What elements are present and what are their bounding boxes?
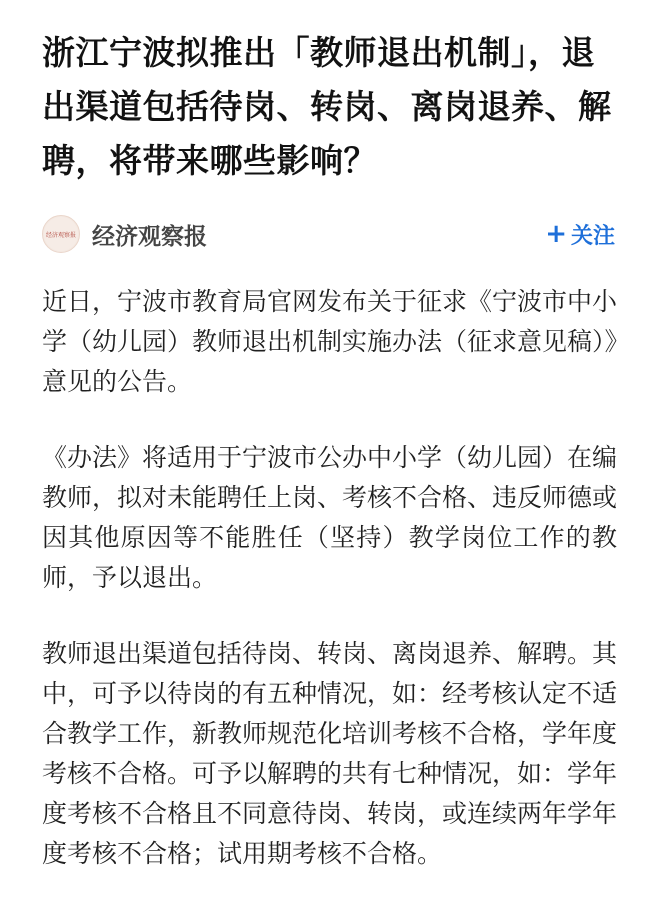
svg-text:经济观察报: 经济观察报 (45, 232, 77, 239)
paragraph: 《办法》将适用于宁波市公办中小学（幼儿园）在编教师，拟对未能聘任上岗、考核不合格、违反师德或因其他原因等不能胜任（坚持）教学岗位工作的教师，予以退出。 (42, 443, 618, 592)
author-row (42, 214, 617, 254)
author-name[interactable]: 经济观察报 (92, 223, 207, 250)
follow-button[interactable] (543, 215, 617, 254)
publisher-logo-icon (44, 217, 78, 251)
article-title: 浙江宁波拟推出「教师退出机制」，退出渠道包括待岗、转岗、离岗退养、解聘，将带来哪些影响？ (42, 33, 612, 180)
follow-label: 关注 (570, 223, 615, 249)
article-body (42, 282, 617, 874)
plus-icon: + (545, 219, 567, 249)
paragraph: 近日，宁波市教育局官网发布关于征求《宁波市中小学（幼儿园）教师退出机制实施办法（征求意见稿）》意见的公告。 (42, 287, 618, 396)
paragraph: 教师退出渠道包括待岗、转岗、离岗退养、解聘。其中，可予以待岗的有五种情况，如：经考核认定不适合教学工作，新教师规范化培训考核不合格，学年度考核不合格。可予以解聘的共有七种情况，如：学年度考核不合格且不同意待岗、转岗，或连续两年学年度考核不合格；试用期考核不合格。 (42, 639, 618, 868)
author-avatar[interactable] (42, 215, 80, 253)
